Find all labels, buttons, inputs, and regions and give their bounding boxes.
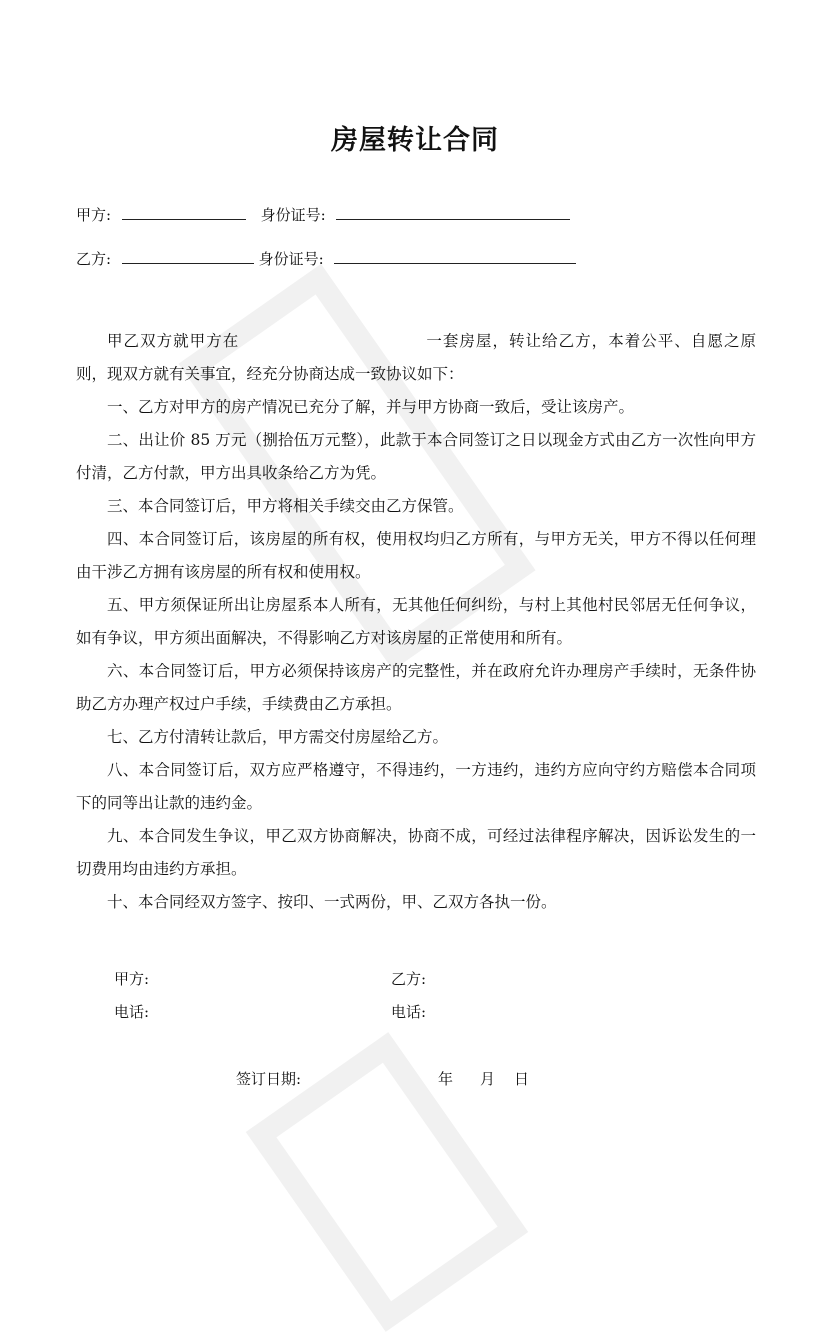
party-a-id-field[interactable] [336, 205, 570, 220]
clause-7: 七、乙方付清转让款后，甲方需交付房屋给乙方。 [107, 728, 449, 746]
party-a-label: 甲方: [76, 206, 112, 224]
page-title: 房屋转让合同 [331, 125, 499, 156]
party-b-label: 乙方: [76, 250, 112, 268]
id-label-a: 身份证号: [260, 206, 326, 224]
phone-party-a: 电话: [114, 1003, 150, 1021]
date-month: 月 [480, 1070, 496, 1088]
clause-8: 八、本合同签订后，双方应严格遵守，不得违约，一方违约，违约方应向守约方赔偿本合同项下的同等出让款的违约金。 [76, 761, 756, 812]
party-b-row [76, 248, 576, 269]
party-a-name-field[interactable] [122, 205, 246, 220]
clause-9: 九、本合同发生争议，甲乙双方协商解决，协商不成，可经过法律程序解决，因诉讼发生的一切费用均由违约方承担。 [76, 827, 756, 878]
clause-1: 一、乙方对甲方的房产情况已充分了解，并与甲方协商一致后，受让该房产。 [107, 398, 635, 416]
phone-party-b: 电话: [391, 1003, 427, 1021]
clause-10: 十、本合同经双方签字、按印、一式两份，甲、乙双方各执一份。 [107, 893, 557, 911]
intro-paragraph: 甲乙双方就甲方在 一套房屋，转让给乙方，本着公平、自愿之原则，现双方就有关事宜，经充分协商达成一致协议如下： [76, 332, 756, 383]
signature-party-a: 甲方: [114, 970, 150, 988]
clause-4: 四、本合同签订后，该房屋的所有权，使用权均归乙方所有，与甲方无关，甲方不得以任何理由干涉乙方拥有该房屋的所有权和使用权。 [76, 530, 756, 581]
party-b-id-field[interactable] [334, 249, 576, 264]
id-label-b: 身份证号: [258, 250, 324, 268]
date-day: 日 [514, 1070, 530, 1088]
clause-2: 二、出让价 85 万元（捌拾伍万元整），此款于本合同签订之日以现金方式由乙方一次性向甲方付清，乙方付款，甲方出具收条给乙方为凭。 [76, 431, 756, 482]
clause-3: 三、本合同签订后，甲方将相关手续交由乙方保管。 [107, 497, 464, 515]
clause-6: 六、本合同签订后，甲方必须保持该房产的完整性，并在政府允许办理房产手续时，无条件协助乙方办理产权过户手续，手续费由乙方承担。 [76, 662, 756, 713]
party-a-row [76, 204, 570, 225]
date-year: 年 [438, 1070, 454, 1088]
party-b-name-field[interactable] [122, 249, 254, 264]
signing-date-label: 签订日期: [236, 1070, 302, 1088]
signature-party-b: 乙方: [391, 970, 427, 988]
contract-body [76, 325, 756, 919]
clause-5: 五、甲方须保证所出让房屋系本人所有，无其他任何纠纷，与村上其他村民邻居无任何争议，如有争议，甲方须出面解决，不得影响乙方对该房屋的正常使用和所有。 [76, 596, 756, 647]
